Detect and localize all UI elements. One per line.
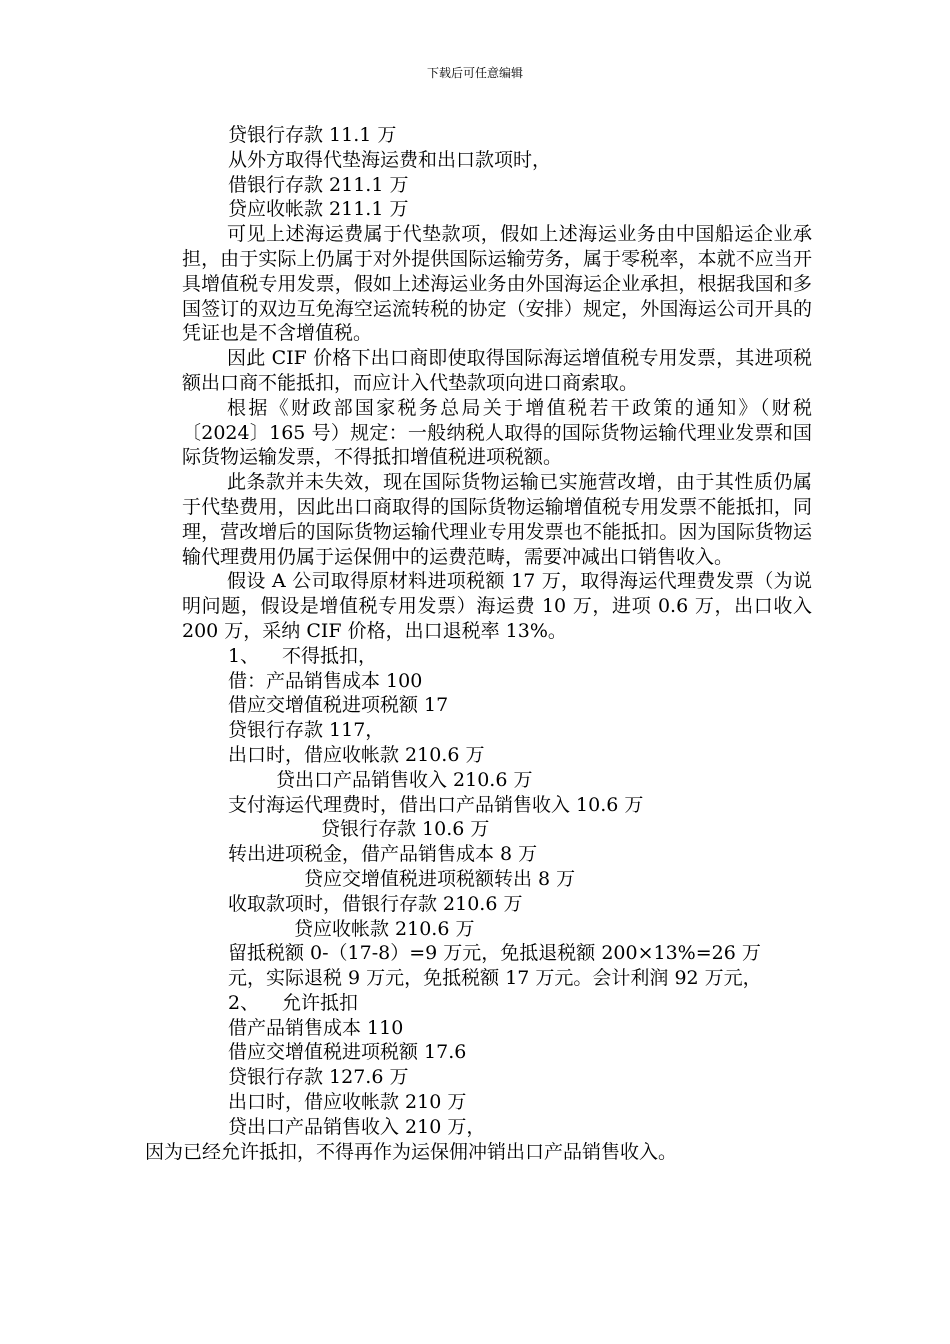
list-text: 不得抵扣， [282, 644, 378, 667]
text-line: 出口时，借应收帐款 210 万 [228, 1091, 467, 1114]
document-body [145, 123, 812, 1164]
text-line: 借银行存款 211.1 万 [228, 173, 409, 196]
page-header: 下载后可任意编辑 [426, 66, 523, 80]
text-line: 贷银行存款 127.6 万 [228, 1066, 409, 1089]
text-line: 贷银行存款 11.1 万 [228, 124, 397, 146]
paragraph: 假设 A 公司取得原材料进项税额 17 万，取得海运代理费发票（为说明问题，假设是增值税专用发票）海运费 10 万，进项 0.6 万，出口收入 200 万，采纳 CIF 价格，出口退税率 13%。 [182, 570, 812, 642]
text-line: 元，实际退税 9 万元，免抵税额 17 万元。会计利润 92 万元， [228, 967, 762, 990]
text-line: 出口时，借应收帐款 210.6 万 [228, 743, 485, 766]
text-line: 转出进项税金，借产品销售成本 8 万 [228, 843, 538, 866]
list-item-1 [182, 644, 812, 669]
text-line: 留抵税额 0-（17-8）=9 万元，免抵退税额 200×13%=26 万 [228, 942, 761, 965]
text-line: 贷应收帐款 210.6 万 [294, 917, 475, 940]
paragraph: 可见上述海运费属于代垫款项，假如上述海运业务由中国船运企业承担，由于实际上仍属于对外提供国际运输劳务，属于零税率，本就不应当开具增值税专用发票，假如上述海运业务由外国海运企业承担，根据我国和多国签订的双边互免海空运流转税的协定（安排）规定，外国海运公司开具的凭证也是不含增值税。 [182, 223, 812, 345]
text-line: 借应交增值税进项税额 17.6 [228, 1041, 467, 1064]
text-line: 借产品销售成本 110 [228, 1016, 404, 1039]
list-number: 1、 [228, 644, 260, 667]
text-line: 贷应收帐款 211.1 万 [228, 198, 409, 221]
text-line: 收取款项时，借银行存款 210.6 万 [228, 892, 523, 915]
list-number: 2、 [228, 991, 260, 1014]
list-text: 允许抵扣 [282, 991, 359, 1014]
text-line: 贷出口产品销售收入 210 万， [228, 1115, 486, 1138]
paragraph: 此条款并未失效，现在国际货物运输已实施营改增，由于其性质仍属于代垫费用，因此出口商取得的国际货物运输增值税专用发票不能抵扣，同理，营改增后的国际货物运输代理业专用发票也不能抵扣。因为国际货物运输代理费用仍属于运保佣中的运费范畴，需要冲减出口销售收入。 [182, 471, 812, 568]
text-line: 支付海运代理费时，借出口产品销售收入 10.6 万 [228, 793, 644, 816]
text-line: 贷应交增值税进项税额转出 8 万 [304, 867, 576, 890]
paragraph: 因此 CIF 价格下出口商即使取得国际海运增值税专用发票，其进项税额出口商不能抵扣，而应计入代垫款项向进口商索取。 [182, 347, 812, 394]
text-line: 贷银行存款 10.6 万 [321, 818, 490, 841]
text-line: 从外方取得代垫海运费和出口款项时， [228, 148, 552, 171]
list-item-2 [182, 991, 812, 1016]
text-line: 贷出口产品销售收入 210.6 万 [276, 768, 533, 791]
text-line: 借应交增值税进项税额 17 [228, 694, 449, 717]
text-line: 因为已经允许抵扣，不得再作为运保佣冲销出口产品销售收入。 [145, 1140, 678, 1163]
paragraph: 根据《财政部国家税务总局关于增值税若干政策的通知》（财税〔2024〕165 号）规定：一般纳税人取得的国际货物运输代理业发票和国际货物运输发票，不得抵扣增值税进项税额。 [182, 396, 812, 469]
text-line: 借：产品销售成本 100 [228, 669, 423, 692]
text-line: 贷银行存款 117， [228, 719, 385, 742]
